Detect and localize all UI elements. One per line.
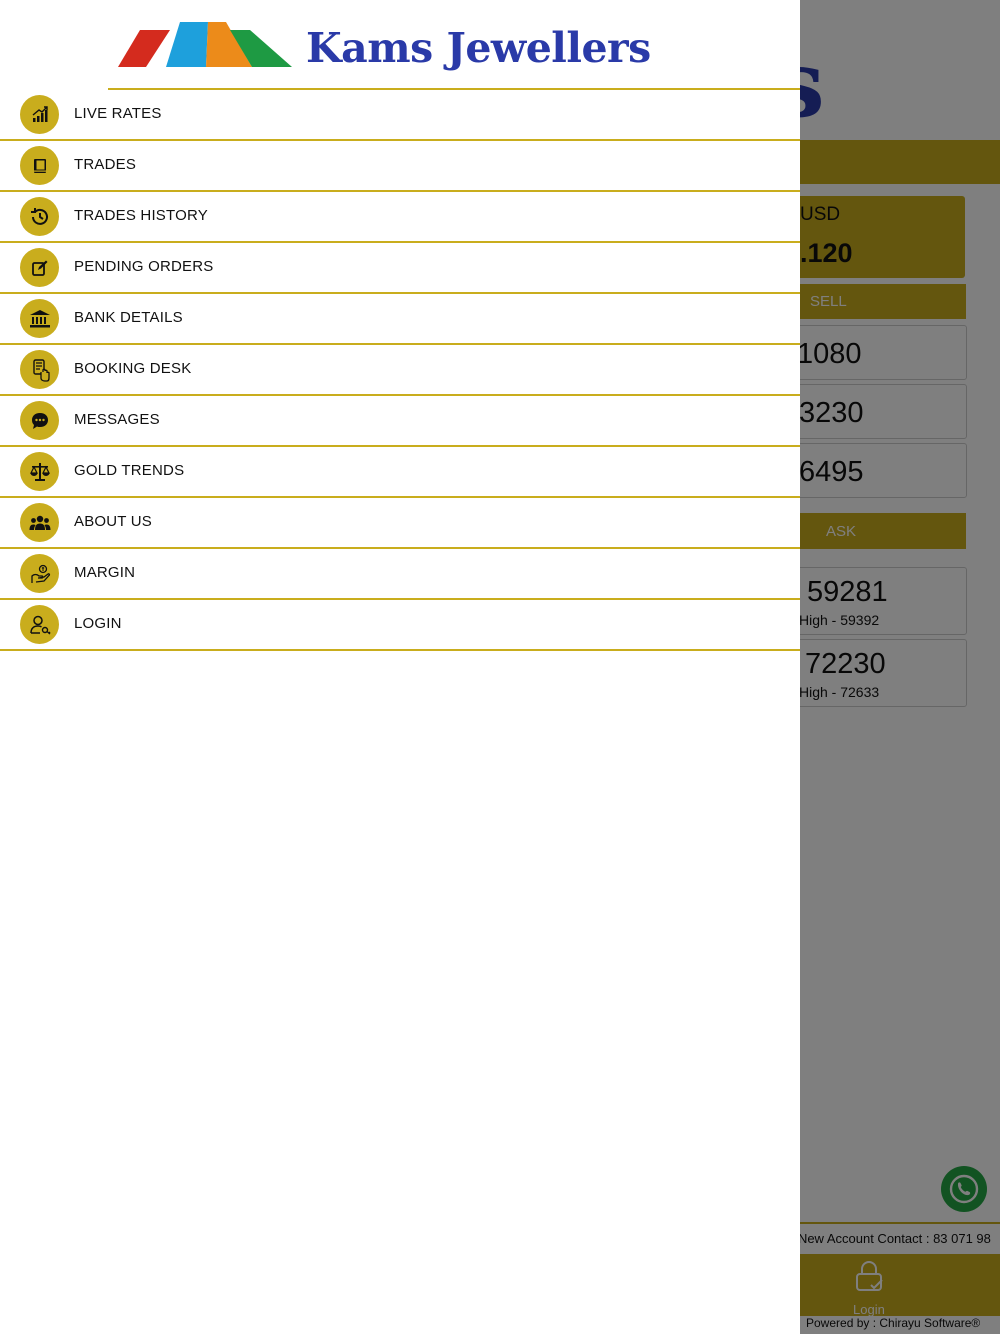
users-group-icon [20,503,59,542]
hand-coins-icon [20,554,59,593]
drawer-menu [0,90,800,651]
book-icon [20,146,59,185]
menu-item-trades[interactable] [0,141,800,192]
menu-item-trades-history[interactable] [0,192,800,243]
menu-item-label: MARGIN [74,564,136,581]
menu-item-label: LIVE RATES [74,105,162,122]
menu-item-label: ABOUT US [74,513,153,530]
edit-square-icon [20,248,59,287]
menu-item-label: MESSAGES [74,411,160,428]
menu-item-booking-desk[interactable] [0,345,800,396]
menu-item-live-rates[interactable] [0,90,800,141]
booking-hand-icon [20,350,59,389]
bar-chart-up-icon [20,95,59,134]
menu-item-bank-details[interactable] [0,294,800,345]
bank-building-icon [20,299,59,338]
drawer-header [0,0,800,90]
menu-item-label: LOGIN [74,615,122,632]
menu-item-label: TRADES HISTORY [74,207,208,224]
menu-item-label: PENDING ORDERS [74,258,214,275]
menu-item-label: BANK DETAILS [74,309,183,326]
menu-item-login[interactable] [0,600,800,651]
user-key-icon [20,605,59,644]
menu-item-about-us[interactable] [0,498,800,549]
menu-item-margin[interactable] [0,549,800,600]
menu-item-label: TRADES [74,156,137,173]
brand-logo-text: Kams Jewellers [306,24,651,72]
menu-item-label: BOOKING DESK [74,360,192,377]
balance-scale-icon [20,452,59,491]
mountain-stripes-logo [118,20,294,68]
chat-bubble-icon [20,401,59,440]
menu-item-label: GOLD TRENDS [74,462,185,479]
menu-item-gold-trends[interactable] [0,447,800,498]
menu-item-pending-orders[interactable] [0,243,800,294]
menu-item-messages[interactable] [0,396,800,447]
history-clock-icon [20,197,59,236]
